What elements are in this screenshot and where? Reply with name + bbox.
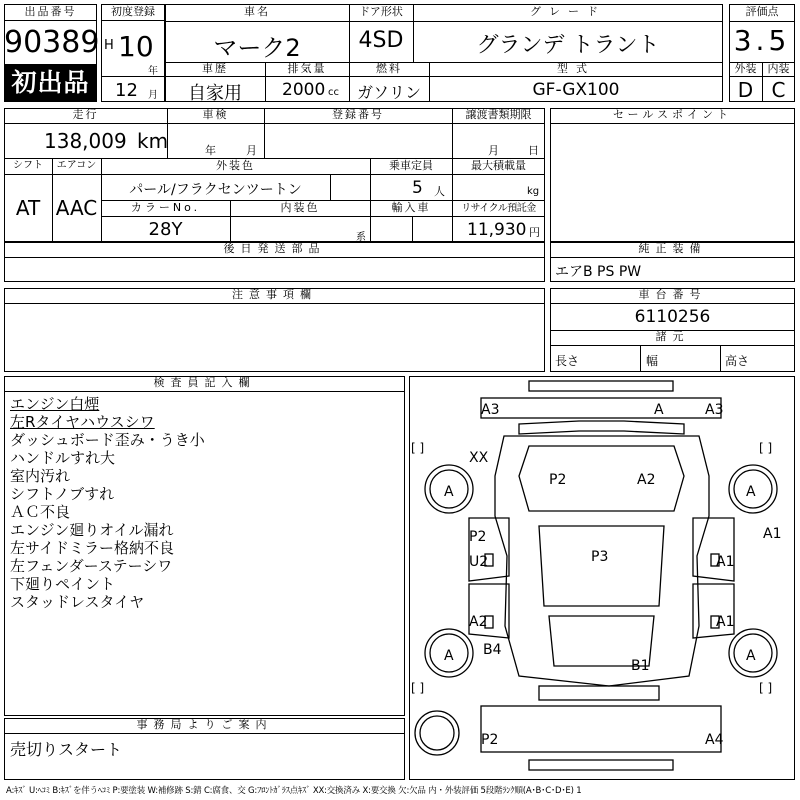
import-label: 輸入車 (391, 201, 431, 214)
office-note: 売切りスタート (10, 740, 123, 759)
fuel-label: 燃料 (376, 62, 402, 75)
damage-mark: B1 (631, 658, 650, 674)
caution-label: 注意事項欄 (232, 288, 317, 301)
inspector-note: スタッドレスタイヤ (10, 593, 145, 611)
first-reg-year: 10 (118, 30, 154, 63)
max-load-label: 最大積載量 (471, 159, 526, 172)
damage-mark: A2 (469, 614, 488, 630)
inspector-note: ＡＣ不良 (10, 503, 71, 521)
interior-grade: C (771, 78, 786, 102)
damage-mark: U2 (469, 554, 489, 570)
history-value: 自家用 (188, 83, 242, 104)
score-label: 評価点 (745, 5, 779, 18)
displacement-value: 2000 (282, 80, 326, 100)
door-type: 4SD (358, 28, 404, 53)
first-reg-year-unit: 年 (148, 66, 158, 77)
damage-mark: A1 (716, 554, 735, 570)
later-parts-label: 後日発送部品 (223, 242, 326, 255)
first-reg-label: 初度登録 (101, 4, 165, 21)
car-diagram-svg (409, 376, 795, 780)
inspector-note: 下廻りペイント (10, 575, 116, 593)
damage-mark: A3 (481, 402, 500, 418)
capacity-label: 乗車定員 (389, 159, 433, 172)
color-no-value: 28Y (148, 219, 183, 240)
mileage-value: 138,009 (44, 129, 127, 153)
damage-mark: P3 (591, 549, 609, 565)
chassis-value: 6110256 (634, 307, 711, 327)
interior-grade-label: 内装 (767, 62, 790, 75)
damage-marks (444, 402, 781, 748)
first-reg-month-unit: 月 (148, 90, 158, 101)
inspector-note: 左フェンダーステーシワ (10, 557, 173, 575)
inspector-note: 左サイドミラー格納不良 (10, 539, 174, 557)
car-name-label: 車名 (244, 5, 270, 18)
length-label: 長さ (555, 354, 580, 368)
shift-value: AT (15, 196, 41, 220)
score-value: 3.5 (733, 24, 791, 57)
recycle-label: リサイクル預託金 (461, 203, 536, 214)
mileage-label: 走行 (72, 108, 99, 121)
damage-mark: XX (469, 450, 489, 466)
damage-mark: A2 (637, 472, 656, 488)
fuel-value: ガソリン (356, 83, 421, 102)
mileage-unit: km (137, 129, 169, 153)
damage-mark: P2 (469, 529, 487, 545)
capacity-value: 5 (412, 178, 423, 198)
damage-mark: A3 (705, 402, 724, 418)
first-listing-badge: 初出品 (5, 64, 96, 101)
inspection-year-unit: 年 (205, 144, 216, 157)
damage-mark: A (654, 402, 664, 418)
exterior-grade: D (737, 78, 754, 102)
history-label: 車歴 (202, 62, 228, 75)
inspector-note: 左Rタイヤハウスシワ (10, 413, 155, 431)
shift-label: シフト (13, 160, 43, 171)
damage-mark: A1 (716, 614, 735, 630)
inspector-note: 室内汚れ (10, 467, 71, 485)
bracket-mark: [ ] (411, 681, 425, 695)
height-label: 高さ (725, 354, 750, 368)
sales-point-box (550, 108, 795, 242)
bracket-mark: [ ] (759, 441, 773, 455)
inspection-month-unit: 月 (246, 144, 257, 157)
model-value: GF-GX100 (532, 80, 620, 100)
ac-value: AAC (55, 196, 98, 220)
color-no-label: カラーNo. (130, 201, 201, 214)
damage-mark: B4 (483, 642, 502, 658)
inspector-note: エンジン白煙 (10, 395, 100, 413)
first-reg-era: H (104, 38, 114, 53)
transfer-deadline-label: 譲渡書類期限 (465, 108, 532, 121)
model-label: 型式 (557, 62, 595, 75)
equipment-value: エアB PS PW (555, 264, 642, 280)
first-reg-month: 12 (115, 80, 138, 101)
damage-mark: P2 (549, 472, 567, 488)
transfer-day-unit: 日 (528, 144, 539, 157)
equipment-label: 純正装備 (638, 242, 707, 255)
inspection-label: 車検 (202, 108, 229, 121)
ext-color-value: パール/フラクセンツートン (129, 182, 302, 198)
bracket-mark: [ ] (759, 681, 773, 695)
chassis-label: 車台番号 (638, 288, 707, 301)
damage-mark: A (746, 648, 756, 664)
damage-mark: A4 (705, 732, 724, 748)
displacement-label: 排気量 (287, 62, 327, 75)
sales-point-label: セールスポイント (612, 108, 732, 121)
door-label: ドア形状 (359, 5, 403, 18)
exterior-grade-label: 外装 (734, 62, 757, 75)
lot-number: 90389 (4, 25, 100, 60)
dims-label: 諸元 (655, 330, 690, 343)
reg-no-label: 登録番号 (332, 108, 384, 121)
car-name: マーク2 (213, 34, 301, 62)
int-color-unit: 系 (356, 232, 366, 243)
office-label: 事務局よりご案内 (136, 718, 273, 731)
damage-mark: A (746, 484, 756, 500)
recycle-unit: 円 (529, 226, 540, 239)
int-color-label: 内装色 (280, 201, 320, 214)
grade-value: グランデ トラント (476, 33, 660, 58)
inspector-note: ダッシュボード歪み・うき小 (10, 431, 205, 449)
grade-label: グレード (530, 5, 606, 18)
width-label: 幅 (646, 354, 659, 368)
inspector-label: 検査員記入欄 (153, 376, 256, 389)
ac-label: エアコン (56, 160, 97, 171)
recycle-value: 11,930 (467, 220, 527, 240)
displacement-unit: cc (328, 87, 339, 98)
inspector-note: ハンドルすれ大 (10, 449, 116, 467)
lot-label: 出品番号 (4, 4, 97, 21)
legend-text: A:ｷｽﾞ U:ﾍｺﾐ B:ｷｽﾞを伴うﾍｺﾐ P:要塗装 W:補修跡 S:錆 C:腐食、交 G:ﾌﾛﾝﾄｶﾞﾗｽ点ｷｽﾞ XX:交換済み X:要交換 欠:欠品 内・外装評価 5段階ﾗﾝｸ順(A･B･C･D･E) 1 (6, 786, 582, 796)
capacity-unit: 人 (434, 185, 445, 198)
damage-mark: A (444, 484, 454, 500)
inspector-notes (10, 395, 205, 611)
ext-color-label: 外装色 (216, 159, 255, 172)
damage-mark: P2 (481, 732, 499, 748)
max-load-unit: kg (527, 186, 540, 197)
damage-mark: A (444, 648, 454, 664)
bracket-mark: [ ] (411, 441, 425, 455)
inspector-note: シフトノブすれ (10, 485, 115, 503)
transfer-month-unit: 月 (488, 144, 499, 157)
inspector-note: エンジン廻りオイル漏れ (10, 521, 174, 539)
damage-mark: A1 (763, 526, 782, 542)
